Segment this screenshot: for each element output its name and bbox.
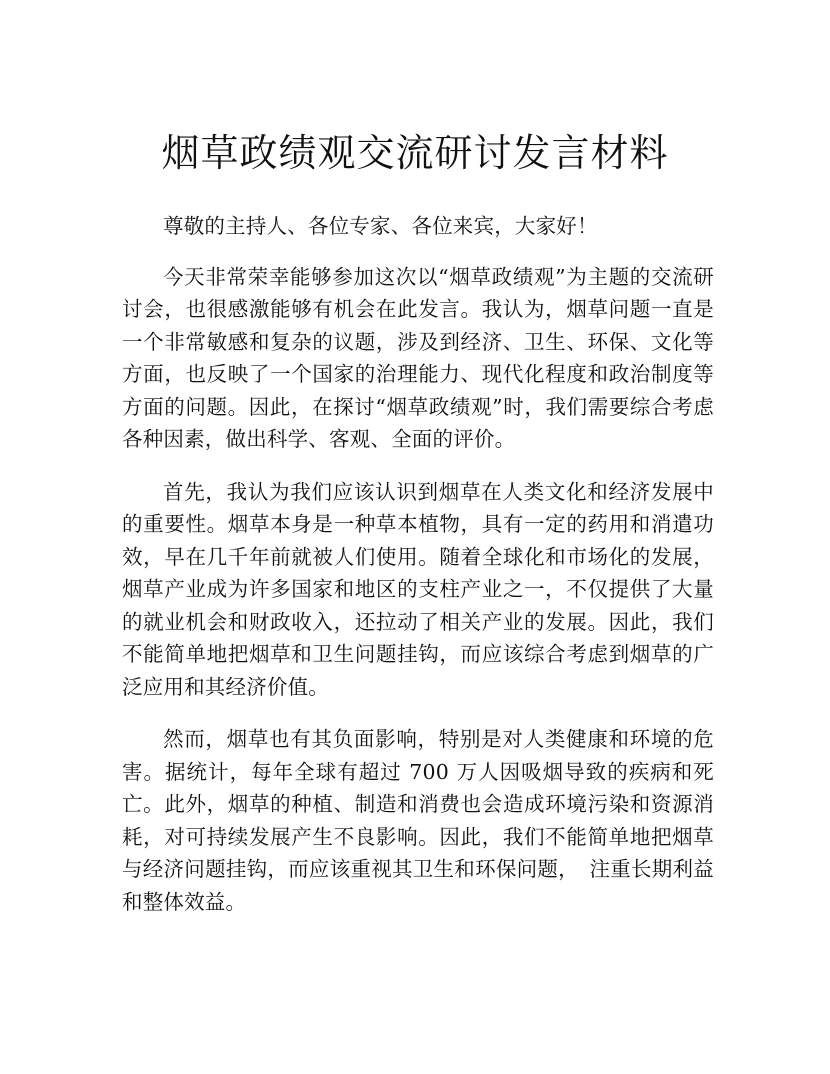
document-title: 烟草政绩观交流研讨发言材料 <box>161 131 669 175</box>
intro-paragraph: 今天非常荣幸能够参加这次以“烟草政绩观”为主题的交流研讨会，也很感激能够有机会在此发言。我认为，烟草问题一直是一个非常敏感和复杂的议题，涉及到经济、卫生、环保、文化等方面，也反映了一个国家的治理能力、现代化程度和政治制度等方面的问题。因此，在探讨“烟草政绩观”时，我们需要综合考虑各种因素，做出科学、客观、全面的评价。 <box>122 264 714 451</box>
importance-paragraph: 首先，我认为我们应该认识到烟草在人类文化和经济发展中的重要性。烟草本身是一种草本植物，具有一定的药用和消遣功效，早在几千年前就被人们使用。随着全球化和市场化的发展，烟草产业成为许多国家和地区的支柱产业之一，不仅提供了大量的就业机会和财政收入，还拉动了相关产业的发展。因此，我们不能简单地把烟草和卫生问题挂钩，而应该综合考虑到烟草的广泛应用和其经济价值。 <box>122 479 714 699</box>
harm-paragraph: 然而，烟草也有其负面影响，特别是对人类健康和环境的危害。据统计，每年全球有超过 700 万人因吸烟导致的疾病和死亡。此外，烟草的种植、制造和消费也会造成环境污染和资源消耗，对可持续发展产生不良影响。因此，我们不能简单地把烟草与经济问题挂钩，而应该重视其卫生和环保问题， 注重长期利益和整体效益。 <box>122 727 714 914</box>
document-body <box>122 210 714 938</box>
greeting-paragraph: 尊敬的主持人、各位专家、各位来宾，大家好！ <box>163 214 598 238</box>
